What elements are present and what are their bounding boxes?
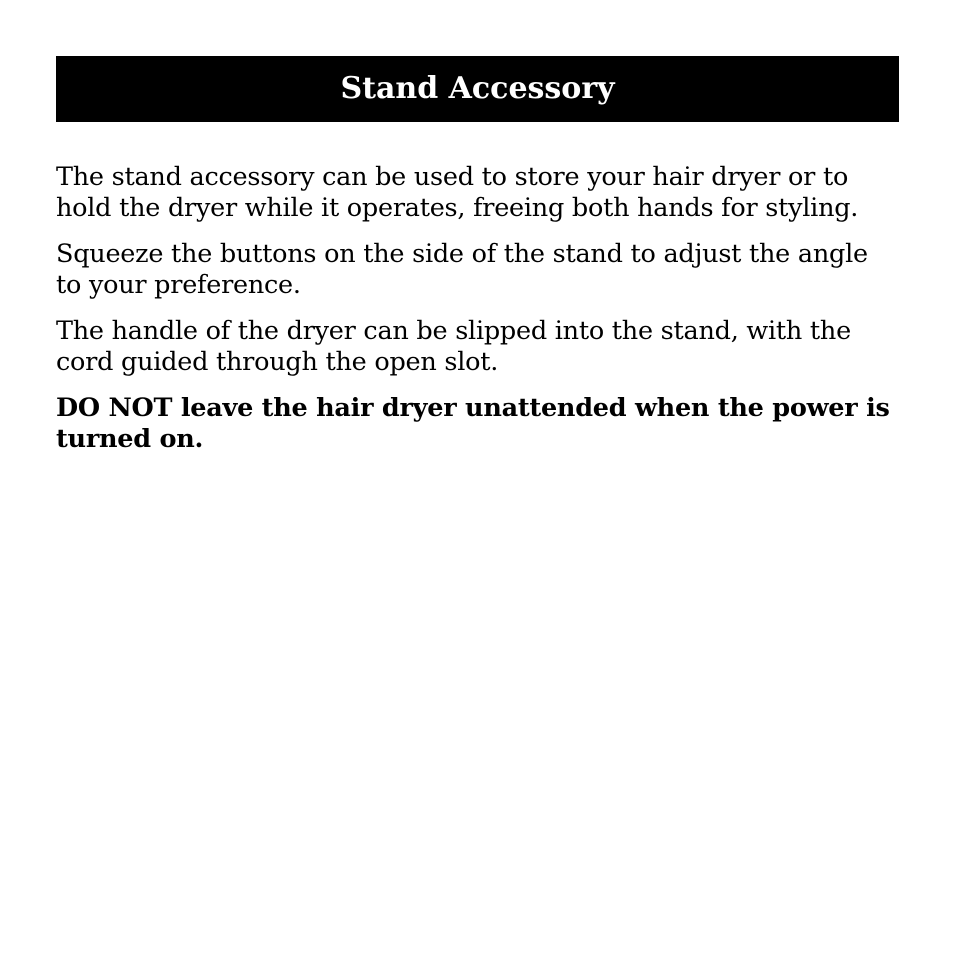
warning-text: DO NOT leave the hair dryer unattended when the power is turned on. (56, 393, 890, 454)
section-title: Stand Accessory (340, 71, 615, 106)
paragraph-stand-purpose: The stand accessory can be used to store your hair dryer or to hold the dryer while it operates, freeing both hands for styling. (56, 162, 859, 223)
section-header-bar (56, 56, 899, 122)
paragraph-adjust-angle: Squeeze the buttons on the side of the stand to adjust the angle to your preference. (56, 239, 868, 300)
section-body (56, 162, 899, 455)
paragraph-insert-handle: The handle of the dryer can be slipped into the stand, with the cord guided through the open slot. (56, 316, 851, 377)
document-page (56, 56, 899, 470)
